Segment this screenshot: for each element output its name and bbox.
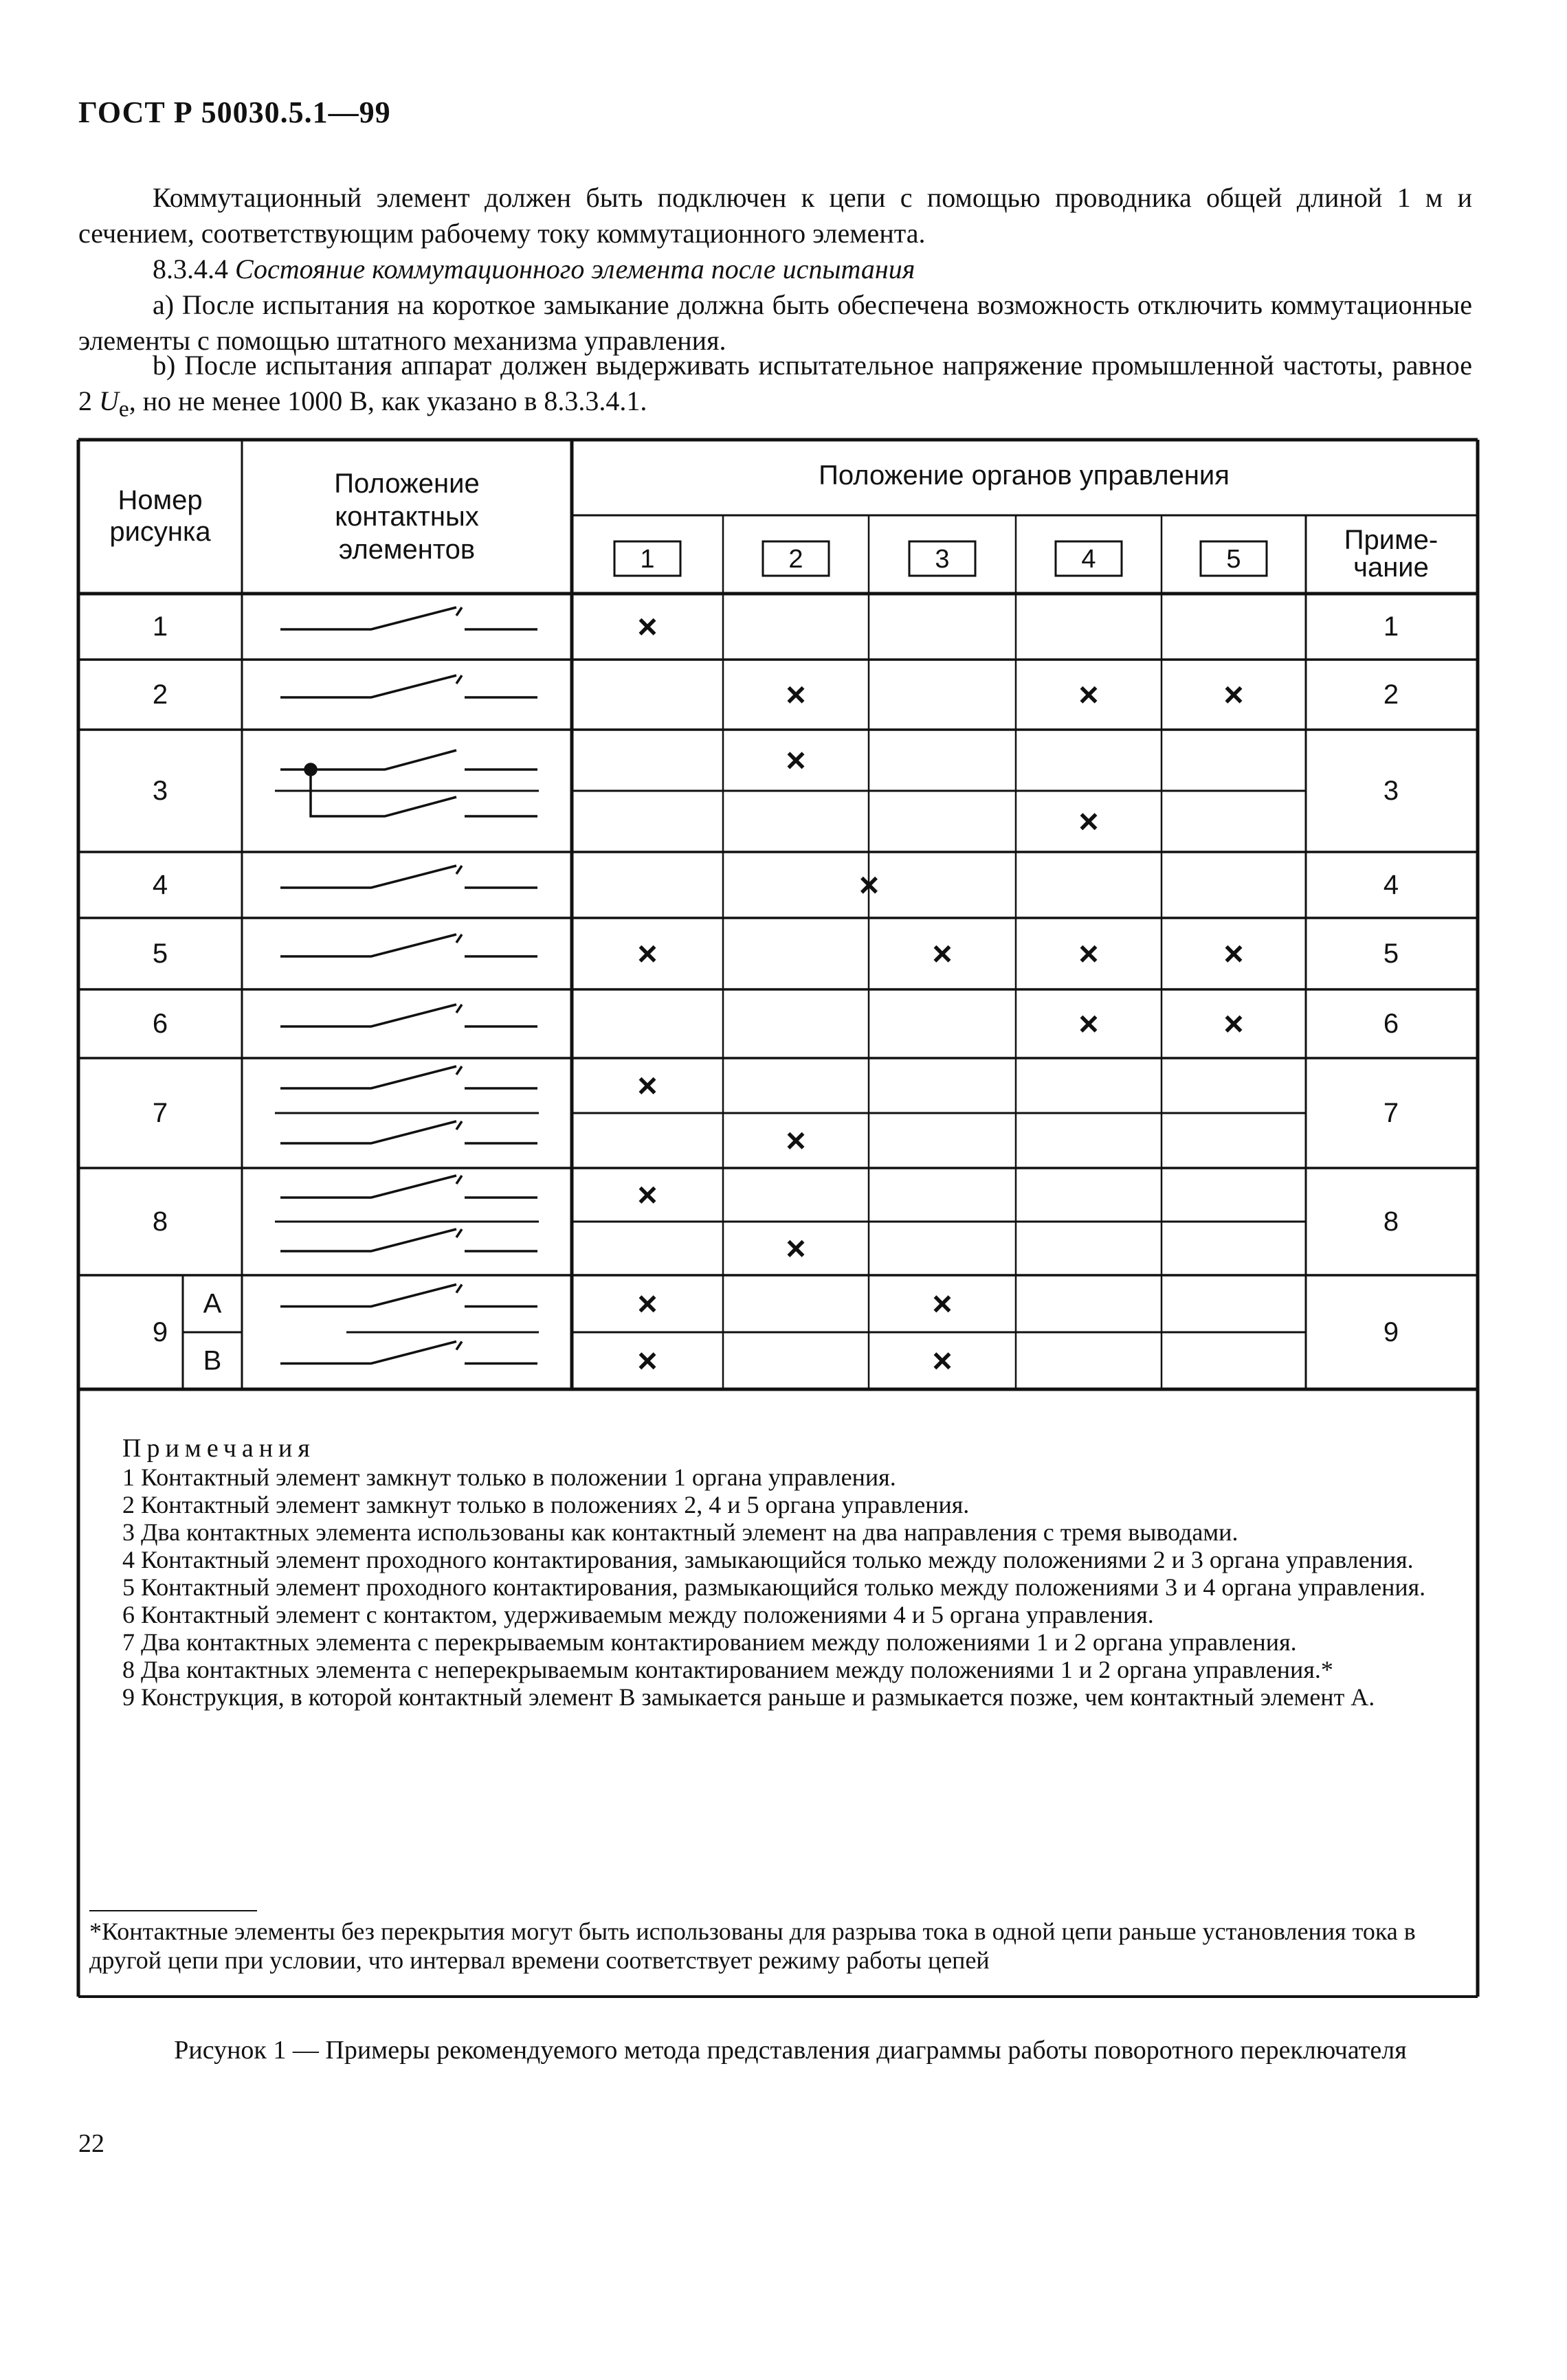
position-mark-x: × (786, 675, 806, 714)
contact-blade-symbol (280, 934, 456, 956)
position-mark-x: × (637, 1066, 658, 1105)
note-number: 1 (1383, 611, 1399, 642)
paragraph-item-b-text: b) После испытания аппарат должен выдерживать испытательное напряжение промышленной частоты, равное 2 (78, 350, 1472, 416)
header-figure-line-2: рисунка (109, 517, 211, 547)
subrow-label: А (203, 1288, 222, 1319)
contact-blade-symbol (280, 866, 456, 888)
document-header: ГОСТ Р 50030.5.1—99 (78, 96, 391, 129)
note-1: 1 Контактный элемент замкнут только в положении 1 органа управления. (122, 1463, 896, 1491)
header-contacts-line-3: элементов (338, 535, 476, 565)
position-mark-x: × (786, 1229, 806, 1268)
position-label: 4 (1081, 545, 1096, 574)
section-number: 8.3.4.4 (153, 254, 228, 284)
note-number: 7 (1383, 1098, 1399, 1128)
note-number: 4 (1383, 870, 1399, 900)
position-mark-x: × (637, 934, 658, 973)
position-label: 1 (640, 545, 655, 574)
notes-block (122, 1435, 1467, 1711)
position-mark-x: × (1223, 934, 1244, 973)
contact-blade-tip (456, 607, 462, 616)
header-contacts-line-1: Положение (334, 469, 480, 499)
position-mark-x: × (786, 741, 806, 780)
paragraph-item-b-tail: , но не менее 1000 В, как указано в 8.3.3.4.1. (129, 385, 647, 416)
note-number: 5 (1383, 939, 1399, 969)
contact-blade-tip (456, 866, 462, 874)
note-3: 3 Два контактных элемента использованы как контактный элемент на два направления с тремя выводами. (122, 1518, 1238, 1546)
contact-blade-symbol (280, 607, 456, 629)
header-positions: Положение органов управления (819, 460, 1230, 491)
note-9: 9 Конструкция, в которой контактный элемент В замыкается раньше и размыкается позже, чем контактный элемент А. (122, 1683, 1375, 1711)
figure-number: 3 (152, 776, 168, 806)
figure-caption: Рисунок 1 — Примеры рекомендуемого метода представления диаграммы работы поворотного переключателя (174, 2036, 1407, 2065)
header-note-line-2: чание (1353, 552, 1429, 583)
section-title: Состояние коммутационного элемента после испытания (235, 254, 915, 284)
contact-blade-tip (456, 934, 462, 943)
note-7: 7 Два контактных элемента с перекрываемым контактированием между положениями 1 и 2 органа управления. (122, 1628, 1297, 1656)
contact-symbols (280, 607, 537, 1364)
note-number: 2 (1383, 680, 1399, 710)
note-5: 5 Контактный элемент проходного контактирования, размыкающийся только между положениями 3 и 4 органа управления. (122, 1573, 1426, 1601)
figure-number: 4 (152, 870, 168, 900)
contact-blade-tip (456, 675, 462, 684)
position-mark-x: × (1078, 934, 1099, 973)
contact-blade-symbol (280, 1342, 456, 1364)
contact-blade-tip (456, 1121, 462, 1130)
figure-number: 6 (152, 1009, 168, 1039)
paragraph-conductor-text: Коммутационный элемент должен быть подключен к цепи с помощью проводника общей длиной 1 м и сечением, соответствующим рабочему току коммутационного элемента. (78, 182, 1472, 249)
position-mark-x: × (637, 1176, 658, 1214)
position-mark-x: × (1223, 1004, 1244, 1043)
position-mark-x: × (858, 866, 880, 904)
page-number: 22 (78, 2129, 104, 2158)
subrow-label: В (203, 1345, 222, 1376)
footnote: *Контактные элементы без перекрытия могут быть использованы для разрыва тока в одной цепи раньше установления тока в другой цепи при условии, что интервал времени соответствует режиму работы цепей (89, 1918, 1416, 1974)
contact-blade-tip (456, 1004, 462, 1013)
position-marks (572, 607, 1306, 1380)
note-8: 8 Два контактных элемента с неперекрываемым контактированием между положениями 1 и 2 органа управления.* (122, 1656, 1333, 1683)
contact-blade-symbol (280, 1066, 456, 1088)
notes-heading: Примечания (122, 1434, 315, 1463)
note-number: 3 (1383, 776, 1399, 806)
note-4: 4 Контактный элемент проходного контактирования, замыкающийся только между положениями 2 и 3 органа управления. (122, 1546, 1414, 1573)
note-6: 6 Контактный элемент с контактом, удерживаемым между положениями 4 и 5 органа управления. (122, 1601, 1154, 1628)
contact-blade-tip (456, 1229, 462, 1237)
position-mark-x: × (1078, 1004, 1099, 1043)
footnote-rule (89, 1910, 257, 1911)
position-mark-x: × (637, 607, 658, 646)
contact-blade-tip (456, 1176, 462, 1184)
position-mark-x: × (932, 1341, 953, 1380)
note-number: 9 (1383, 1317, 1399, 1347)
header-note-line-1: Приме- (1344, 525, 1438, 555)
contact-blade-symbol (280, 1285, 456, 1307)
header-figure-line-1: Номер (118, 485, 203, 515)
contact-blade-symbol (280, 1004, 456, 1026)
contact-blade-symbol-lower (311, 770, 456, 816)
contact-blade-tip (456, 1066, 462, 1075)
note-number: 8 (1383, 1206, 1399, 1237)
position-label: 5 (1226, 545, 1241, 574)
position-mark-x: × (1078, 675, 1099, 714)
position-mark-x: × (637, 1284, 658, 1323)
voltage-symbol: U (99, 385, 119, 416)
position-mark-x: × (932, 1284, 953, 1323)
position-mark-x: × (1078, 802, 1099, 841)
contact-blade-symbol (280, 675, 456, 697)
contact-blade-symbol (280, 1229, 456, 1251)
header-contacts-line-2: контактных (335, 502, 479, 532)
position-mark-x: × (786, 1121, 806, 1160)
position-mark-x: × (637, 1341, 658, 1380)
contact-blade-tip (456, 1342, 462, 1350)
voltage-subscript: e (118, 396, 129, 422)
figure-number: 9 (152, 1317, 168, 1347)
contact-blade-symbol (280, 1121, 456, 1143)
table-grid (78, 440, 1478, 1997)
figure-number: 5 (152, 939, 168, 969)
figure-number: 8 (152, 1206, 168, 1237)
figure-number: 7 (152, 1098, 168, 1128)
figure-number: 1 (152, 611, 168, 642)
position-mark-x: × (1223, 675, 1244, 714)
paragraph-item-a-text: а) После испытания на короткое замыкание должна быть обеспечена возможность отключить коммутационные элементы с помощью штатного механизма управления. (78, 289, 1472, 356)
note-2: 2 Контактный элемент замкнут только в положениях 2, 4 и 5 органа управления. (122, 1491, 970, 1518)
contact-blade-symbol (280, 1176, 456, 1198)
position-mark-x: × (932, 934, 953, 973)
position-label: 2 (788, 545, 803, 574)
note-number: 6 (1383, 1009, 1399, 1039)
position-label: 3 (935, 545, 950, 574)
figure-number: 2 (152, 680, 168, 710)
contact-blade-tip (456, 1285, 462, 1293)
